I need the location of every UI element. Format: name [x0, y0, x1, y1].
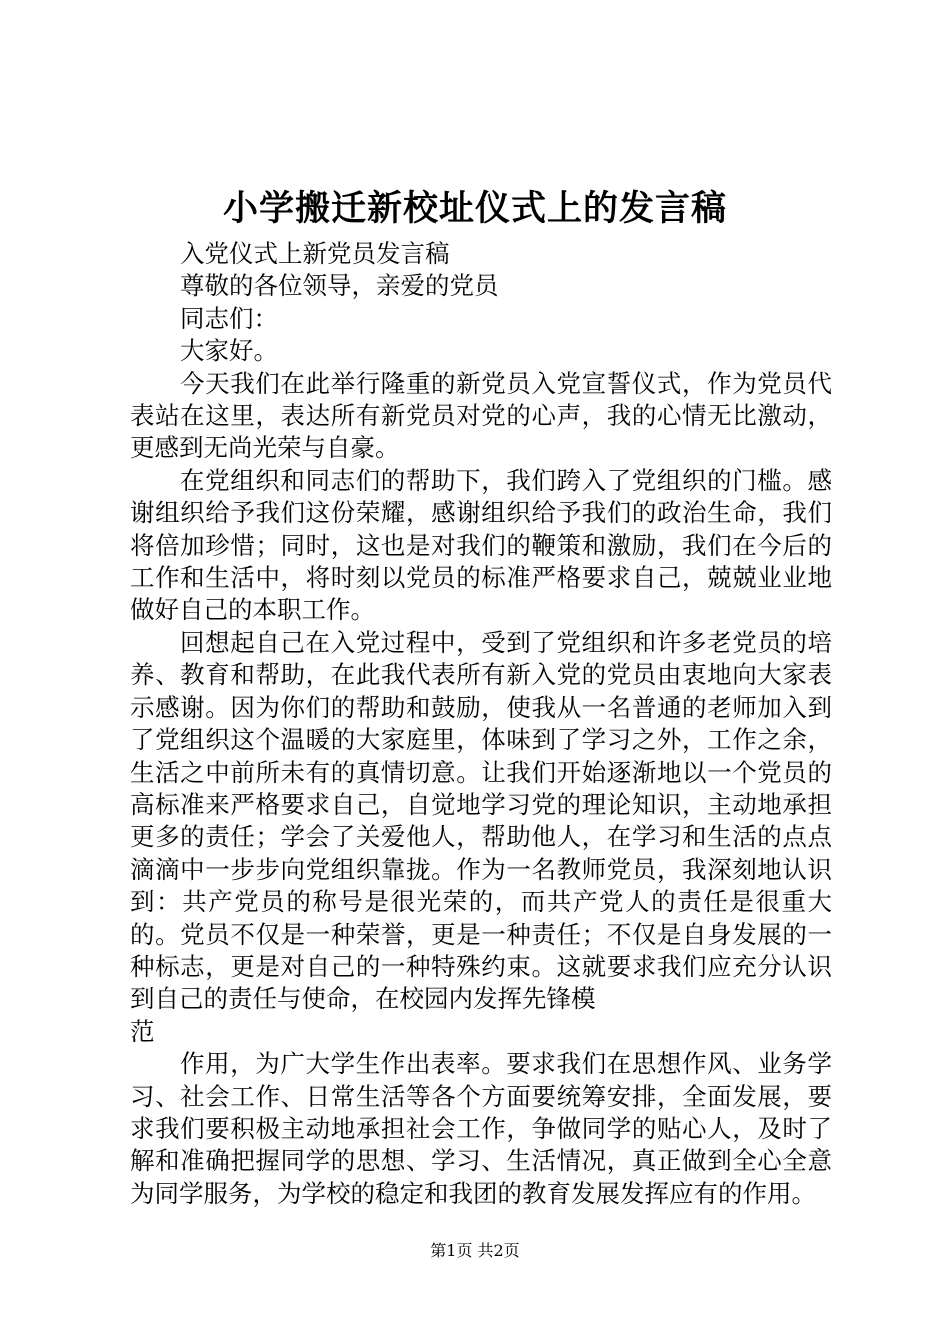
- paragraph-heading: 入党仪式上新党员发言稿: [180, 239, 450, 268]
- paragraph-salutation-cont: 同志们：: [180, 303, 278, 333]
- paragraph: 作用，为广大学生作出表率。要求我们在思想作风、业务学习、社会工作、日常生活等各个方面要统筹安排，全面发展，要求我们要积极主动地承担社会工作，争做同学的贴心人，及时了解和准确把握同学的思想、学习、生活情况，真正做到全心全意为同学服务，为学校的稳定和我团的教育发展发挥应有的作用。: [130, 1049, 832, 1208]
- paragraph-greeting: 大家好。: [180, 336, 278, 366]
- page-footer: 第1页 共2页: [430, 1241, 520, 1260]
- page-title: 小学搬迁新校址仪式上的发言稿: [222, 188, 727, 229]
- document-body: [130, 238, 832, 1210]
- paragraph: 回想起自己在入党过程中，受到了党组织和许多老党员的培养、教育和帮助，在此我代表所有新入党的党员由衷地向大家表示感谢。因为你们的帮助和鼓励，使我从一名普通的老师加入到了党组织这个温暖的大家庭里，体味到了学习之外，工作之余，生活之中前所未有的真情切意。让我们开始逐渐地以一个党员的高标准来严格要求自己，自觉地学习党的理论知识，主动地承担更多的责任；学会了关爱他人，帮助他人，在学习和生活的点点滴滴中一步步向党组织靠拢。作为一名教师党员，我深刻地认识到：共产党员的称号是很光荣的，而共产党人的责任是很重大的。党员不仅是一种荣誉，更是一种责任；不仅是自身发展的一种标志，更是对自己的一种特殊约束。这就要求我们应充分认识到自己的责任与使命，在校园内发挥先锋模: [130, 627, 832, 1014]
- paragraph: 今天我们在此举行隆重的新党员入党宣誓仪式，作为党员代表站在这里，表达所有新党员对党的心声，我的心情无比激动，更感到无尚光荣与自豪。: [130, 368, 832, 463]
- paragraph: 在党组织和同志们的帮助下，我们跨入了党组织的门槛。感谢组织给予我们这份荣耀，感谢组织给予我们的政治生命，我们将倍加珍惜；同时，这也是对我们的鞭策和激励，我们在今后的工作和生活中，将时刻以党员的标准严格要求自己，兢兢业业地做好自己的本职工作。: [130, 465, 832, 625]
- paragraph-salutation: 尊敬的各位领导，亲爱的党员: [180, 271, 499, 301]
- paragraph-fragment: 范: [130, 1016, 155, 1046]
